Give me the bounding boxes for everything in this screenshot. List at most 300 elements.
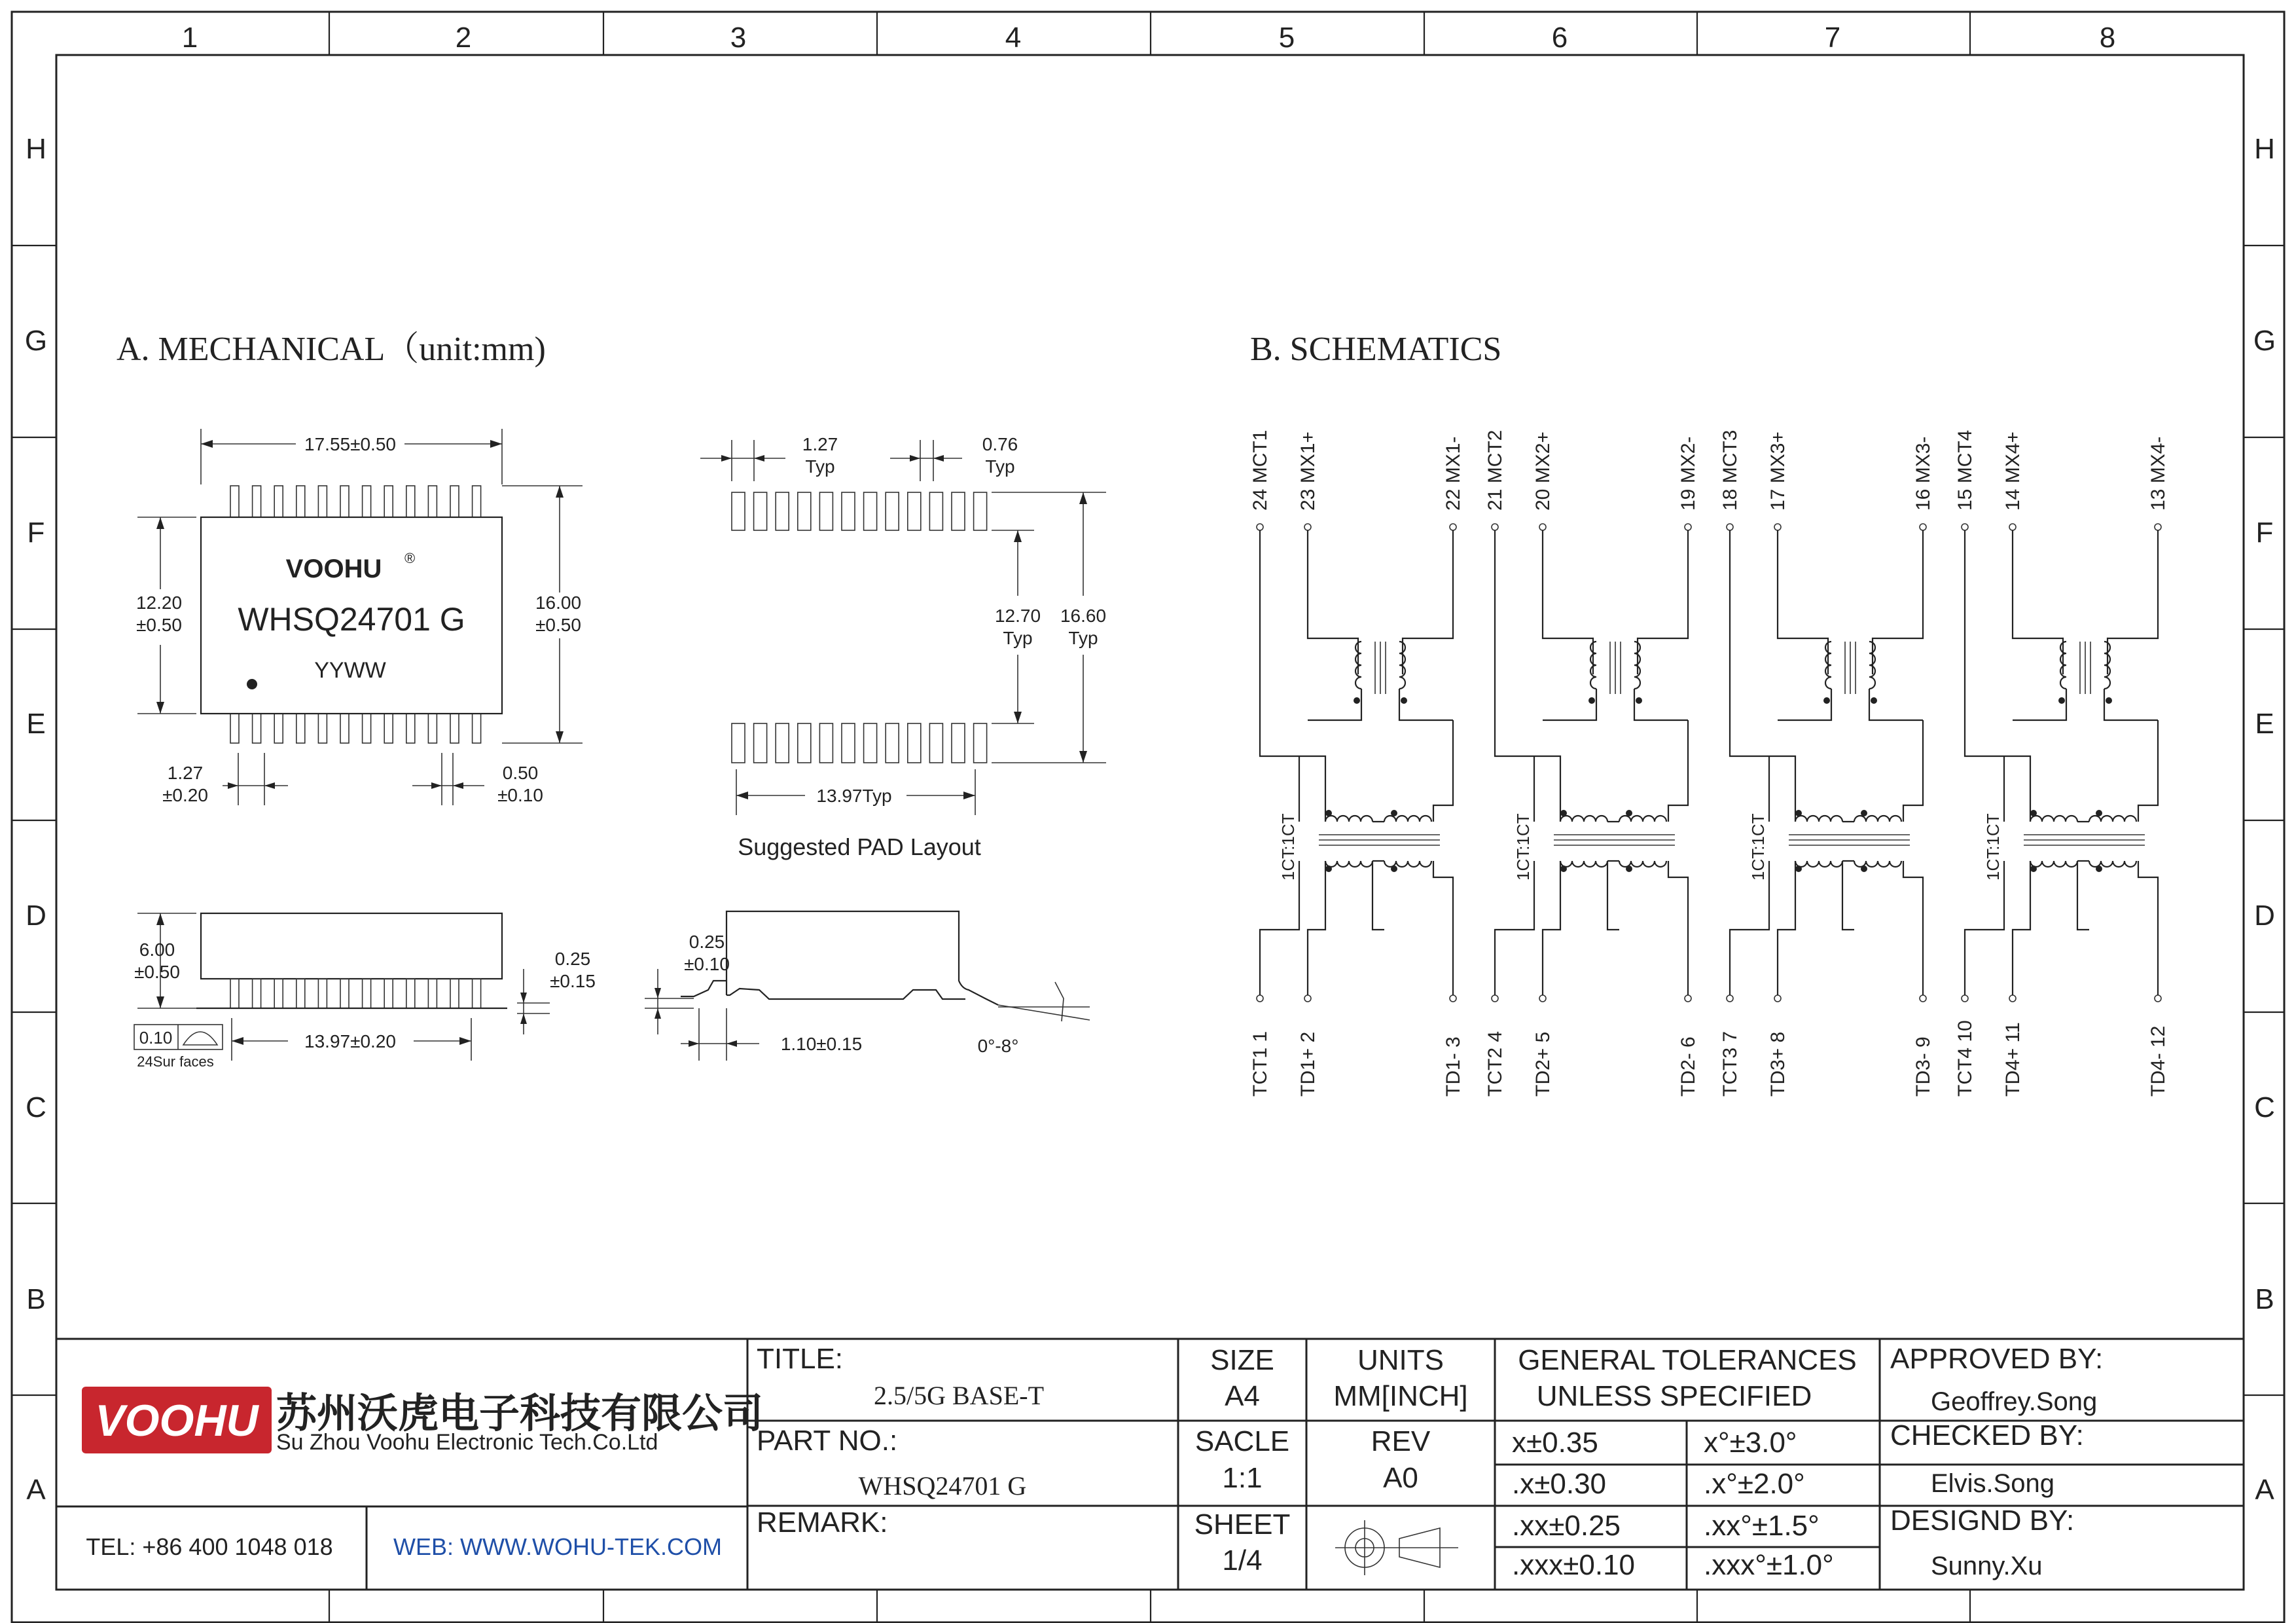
lead [406, 979, 415, 1008]
polarity-dot [1325, 866, 1332, 872]
pin-label-bot-n: TD4- 12 [2147, 1025, 2169, 1097]
pin-label-bot-p: TD2+ 5 [1532, 1031, 1554, 1097]
title-block [56, 1339, 2244, 1590]
pad [798, 723, 811, 763]
ratio-label: 1CT:1CT [1278, 813, 1298, 881]
units-label: UNITS [1357, 1344, 1444, 1376]
lead [428, 714, 437, 743]
pad [908, 723, 921, 763]
body-reg-mark: ® [404, 550, 416, 566]
tolerance-label-2: UNLESS SPECIFIED [1536, 1380, 1812, 1412]
dim-overall-b: ±0.50 [535, 615, 581, 635]
schematics-heading: B. SCHEMATICS [1250, 331, 1502, 368]
dim-height-b: ±0.50 [134, 962, 180, 982]
pin-label-bot-ct: TCT4 10 [1954, 1020, 1976, 1097]
lead [296, 714, 305, 743]
lead [253, 486, 261, 517]
zone-row-g-left: G [24, 325, 48, 357]
pad [974, 723, 987, 763]
units-value: MM[INCH] [1333, 1380, 1468, 1412]
lead [406, 486, 415, 517]
zone-row-b-left: B [26, 1283, 46, 1315]
pad [886, 492, 899, 530]
polarity-dot [1626, 810, 1632, 816]
pad [754, 723, 767, 763]
zone-col-8: 8 [2099, 22, 2116, 54]
title-label: TITLE: [757, 1343, 844, 1375]
mechanical-heading: A. MECHANICAL（unit:mm) [117, 331, 546, 368]
rev-value: A0 [1383, 1462, 1418, 1494]
pin-terminal [1450, 995, 1456, 1002]
choke-winding [1795, 816, 1842, 822]
choke-winding [1325, 861, 1372, 867]
wire [2138, 720, 2158, 822]
pin-terminal [1727, 995, 1733, 1002]
wire [2138, 861, 2158, 995]
choke-winding [1560, 861, 1607, 867]
pin1-dot [247, 679, 257, 689]
pad [842, 723, 855, 763]
designed-label: DESIGND BY: [1890, 1504, 2075, 1537]
lead [406, 714, 415, 743]
zone-row-b-right: B [2255, 1283, 2274, 1315]
polarity-dot [2030, 810, 2037, 816]
top-view-leads-lower [230, 714, 481, 743]
polarity-dot [2096, 866, 2102, 872]
pin-label-bot-p: TD1+ 2 [1297, 1031, 1319, 1097]
pin-terminal [1685, 524, 1691, 530]
zone-row-a-right: A [2255, 1474, 2274, 1506]
wire [1778, 861, 1795, 995]
dim-angle: 0°-8° [977, 1036, 1019, 1056]
lead-detail [645, 911, 1090, 1061]
pin-label-bot-n: TD2- 6 [1677, 1036, 1699, 1097]
lead [473, 714, 481, 743]
pads-upper-row [732, 492, 987, 530]
dim-body-height-a: 12.20 [135, 593, 183, 613]
wire [1873, 530, 1923, 674]
pin-terminal [1539, 995, 1546, 1002]
polarity-dot [1560, 866, 1567, 872]
pad [798, 492, 811, 530]
ratio-label: 1CT:1CT [1748, 813, 1768, 881]
wire [1903, 861, 1923, 995]
pin-terminal [2009, 995, 2016, 1002]
pin-terminal [1727, 524, 1733, 530]
polarity-dot [1861, 810, 1867, 816]
lead [230, 979, 239, 1008]
scale-value: 1:1 [1222, 1462, 1263, 1494]
zone-col-1: 1 [181, 22, 198, 54]
polarity-dot [1354, 697, 1360, 704]
lead [473, 486, 481, 517]
pin-label-top-n: 16 MX3- [1912, 436, 1934, 511]
tol-linear-0: x±0.35 [1512, 1427, 1598, 1459]
dim-standoff-a: 0.25 [554, 949, 591, 969]
polarity-dot [1636, 697, 1642, 704]
tol-angular-3: .xxx°±1.0° [1704, 1549, 1834, 1581]
tol-linear-3: .xxx±0.10 [1512, 1549, 1636, 1581]
top-view [136, 429, 583, 805]
zone-row-d-right: D [2254, 900, 2275, 932]
pin-terminal [1492, 995, 1498, 1002]
body-part-marking: WHSQ24701 G [238, 601, 465, 638]
pad-inner-a: 12.70 [994, 606, 1041, 626]
zone-row-e-left: E [26, 708, 46, 740]
dim-lead-thickness-b: ±0.10 [684, 954, 730, 974]
polarity-dot [1401, 697, 1407, 704]
wire [1260, 530, 1308, 756]
lead [230, 714, 239, 743]
pin-terminal [1774, 524, 1781, 530]
pad [819, 492, 833, 530]
ratio-label: 1CT:1CT [1983, 813, 2003, 881]
schematic-channel-4 [1954, 430, 2169, 1097]
tol-linear-1: .x±0.30 [1512, 1468, 1607, 1500]
wire [1634, 689, 1688, 720]
dim-standoff-b: ±0.15 [550, 971, 596, 991]
pin-label-top-p: 14 MX4+ [2002, 431, 2024, 511]
pin-terminal [1257, 995, 1263, 1002]
wire [1965, 530, 2013, 756]
schematic-channel-1 [1249, 430, 1464, 1097]
dim-lead-b: ±0.10 [497, 785, 543, 805]
company-web: WEB: WWW.WOHU-TEK.COM [393, 1533, 722, 1560]
wire [1638, 530, 1688, 674]
pin-terminal [2155, 995, 2161, 1002]
pad [732, 492, 745, 530]
lead [253, 979, 261, 1008]
polarity-dot [1795, 810, 1802, 816]
pad [819, 723, 833, 763]
wire [1730, 530, 1778, 756]
pin-label-top-ct: 21 MCT2 [1484, 429, 1506, 511]
lead [296, 979, 305, 1008]
polarity-dot [2096, 810, 2102, 816]
wire [2013, 756, 2030, 822]
dim-pitch-a: 1.27 [167, 763, 204, 783]
choke-winding [1854, 816, 1901, 822]
sheet-value: 1/4 [1222, 1544, 1263, 1577]
polarity-dot [1871, 697, 1877, 704]
dim-row-span: 13.97±0.20 [304, 1031, 396, 1051]
dim-body-width: 17.55±0.50 [304, 434, 396, 454]
pad-width-a: 0.76 [982, 434, 1018, 454]
pin-terminal [1304, 995, 1311, 1002]
pin-label-bot-p: TD4+ 11 [2002, 1022, 2024, 1097]
choke-winding [1795, 861, 1842, 867]
pin-terminal [1920, 524, 1926, 530]
lead [363, 486, 371, 517]
tol-angular-2: .xx°±1.5° [1704, 1510, 1820, 1542]
zone-col-2: 2 [455, 22, 472, 54]
pin-label-bot-ct: TCT1 1 [1249, 1030, 1271, 1097]
wire [1778, 530, 1828, 674]
lead [340, 486, 349, 517]
zone-col-7: 7 [1824, 22, 1841, 54]
wire [1778, 756, 1795, 822]
pin-terminal [1257, 524, 1263, 530]
designed-by: Sunny.Xu [1931, 1552, 2043, 1580]
lead [363, 714, 371, 743]
pin-label-bot-ct: TCT3 7 [1719, 1030, 1741, 1097]
pad [732, 723, 745, 763]
title-value: 2.5/5G BASE-T [874, 1381, 1044, 1410]
pad [929, 723, 942, 763]
pad [776, 492, 789, 530]
zone-row-g-right: G [2253, 325, 2276, 357]
wire [2013, 689, 2066, 720]
wire [1778, 689, 1831, 720]
pad-outer-b: Typ [1068, 628, 1098, 648]
pad-span: 13.97Typ [816, 786, 892, 806]
lead [253, 714, 261, 743]
lead [230, 486, 239, 517]
approved-by: Geoffrey.Song [1931, 1387, 2098, 1416]
ratio-label: 1CT:1CT [1513, 813, 1533, 881]
lead [450, 714, 459, 743]
polarity-dot [2106, 697, 2112, 704]
pin-label-top-p: 20 MX2+ [1532, 431, 1554, 511]
choke-winding [1325, 816, 1372, 822]
polarity-dot [1626, 866, 1632, 872]
third-angle-projection-icon [1335, 1520, 1458, 1575]
wire [1668, 720, 1688, 822]
choke-winding [1619, 816, 1666, 822]
wire [1543, 689, 1596, 720]
outer-border [12, 12, 2284, 1622]
pad-outer-a: 16.60 [1060, 606, 1107, 626]
wire [1308, 756, 1325, 822]
lead [428, 486, 437, 517]
remark-label: REMARK: [757, 1506, 888, 1539]
polarity-dot [1391, 810, 1397, 816]
pad-layout [700, 434, 1106, 860]
zone-row-h-right: H [2254, 133, 2275, 165]
pin-label-top-ct: 15 MCT4 [1954, 429, 1976, 511]
wire [1668, 861, 1688, 995]
dim-foot-length: 1.10±0.15 [780, 1034, 863, 1054]
lead [384, 979, 393, 1008]
dim-height-a: 6.00 [139, 939, 175, 960]
choke-winding [2089, 816, 2136, 822]
pin-terminal [1492, 524, 1498, 530]
pad [952, 492, 965, 530]
pin-terminal [1539, 524, 1546, 530]
pin-terminal [1685, 995, 1691, 1002]
size-label: SIZE [1210, 1344, 1274, 1376]
company-name-en: Su Zhou Voohu Electronic Tech.Co.Ltd [276, 1430, 658, 1455]
lead [363, 979, 371, 1008]
flatness-note: 24Sur faces [137, 1053, 214, 1070]
pin-label-bot-ct: TCT2 4 [1484, 1030, 1506, 1097]
lead [450, 486, 459, 517]
wire [1308, 689, 1361, 720]
pin-label-bot-p: TD3+ 8 [1767, 1031, 1789, 1097]
choke-winding [2089, 861, 2136, 867]
schematic-channel-2 [1484, 430, 1699, 1097]
approved-label: APPROVED BY: [1890, 1343, 2104, 1375]
pin-label-bot-n: TD1- 3 [1443, 1036, 1464, 1097]
pad [776, 723, 789, 763]
wire [2108, 530, 2158, 674]
zone-col-4: 4 [1005, 22, 1022, 54]
zone-row-f-right: F [2255, 517, 2274, 549]
zone-ticks [12, 12, 2284, 1622]
pin-terminal [1304, 524, 1311, 530]
side-view-body [201, 913, 502, 979]
zone-row-c-left: C [26, 1091, 46, 1123]
polarity-dot [1560, 810, 1567, 816]
lead [274, 979, 283, 1008]
wire [2013, 861, 2030, 995]
dim-lead-a: 0.50 [502, 763, 539, 783]
lead [274, 714, 283, 743]
pad [886, 723, 899, 763]
lead [340, 979, 349, 1008]
lead [384, 486, 393, 517]
zone-row-d-left: D [26, 900, 46, 932]
pin-label-top-n: 22 MX1- [1443, 436, 1464, 511]
polarity-dot [1588, 697, 1595, 704]
pads-lower-row [732, 723, 987, 763]
schematic-channel-3 [1719, 430, 1934, 1097]
lead [450, 979, 459, 1008]
pad [952, 723, 965, 763]
lead [318, 979, 327, 1008]
rev-label: REV [1371, 1425, 1431, 1457]
wire [1433, 861, 1453, 995]
lead [473, 979, 481, 1008]
wire [2013, 530, 2063, 674]
pad [908, 492, 921, 530]
pad [864, 492, 877, 530]
wire [1903, 720, 1923, 822]
part-label: PART NO.: [757, 1425, 898, 1457]
pin-terminal [1450, 524, 1456, 530]
choke-winding [1854, 861, 1901, 867]
pad [929, 492, 942, 530]
dim-overall-a: 16.00 [535, 593, 582, 613]
polarity-dot [1795, 866, 1802, 872]
wire [1543, 530, 1593, 674]
dim-pitch-b: ±0.20 [162, 785, 208, 805]
pin-terminal [2009, 524, 2016, 530]
lead [274, 486, 283, 517]
pin-terminal [1962, 995, 1968, 1002]
pin-terminal [1920, 995, 1926, 1002]
flatness-value: 0.10 [139, 1028, 173, 1048]
polarity-dot [1861, 866, 1867, 872]
wire [1543, 861, 1560, 995]
dim-body-height-b: ±0.50 [136, 615, 182, 635]
company-tel: TEL: +86 400 1048 018 [86, 1533, 333, 1560]
pin-terminal [1774, 995, 1781, 1002]
scale-label: SACLE [1194, 1425, 1290, 1457]
dim-lead-thickness-a: 0.25 [689, 932, 725, 952]
pin-label-top-p: 23 MX1+ [1297, 431, 1319, 511]
company-name-cn: 苏州沃虎电子科技有限公司 [276, 1391, 764, 1436]
zone-row-f-left: F [27, 517, 45, 549]
schematic-channels [1249, 430, 2169, 1097]
company-logo-text: VOOHU [95, 1396, 259, 1446]
zone-columns-top [182, 22, 2115, 54]
pin-label-top-n: 13 MX4- [2147, 436, 2169, 511]
wire [1869, 689, 1923, 720]
side-view [134, 913, 596, 1070]
size-value: A4 [1225, 1380, 1260, 1412]
tol-linear-2: .xx±0.25 [1512, 1510, 1621, 1542]
polarity-dot [1325, 810, 1332, 816]
pin-terminal [2155, 524, 2161, 530]
pin-label-top-p: 17 MX3+ [1767, 431, 1789, 511]
lead [340, 714, 349, 743]
wire [2104, 689, 2158, 720]
part-value: WHSQ24701 G [858, 1471, 1027, 1501]
pin-label-bot-n: TD3- 9 [1912, 1036, 1934, 1097]
lead [318, 714, 327, 743]
top-view-leads-upper [230, 486, 481, 517]
side-view-leads [230, 979, 481, 1008]
pin-terminal [1962, 524, 1968, 530]
pad [974, 492, 987, 530]
wire [1308, 530, 1358, 674]
wire [1495, 530, 1543, 756]
choke-winding [1384, 816, 1431, 822]
lead [428, 979, 437, 1008]
pin-label-top-n: 19 MX2- [1677, 436, 1699, 511]
tol-angular-1: .x°±2.0° [1704, 1468, 1805, 1500]
body-brand: VOOHU [285, 555, 382, 583]
wire [1433, 720, 1453, 822]
zone-col-3: 3 [730, 22, 747, 54]
polarity-dot [1391, 866, 1397, 872]
lead [384, 714, 393, 743]
zone-col-5: 5 [1278, 22, 1295, 54]
choke-winding [1384, 861, 1431, 867]
pin-label-top-ct: 18 MCT3 [1719, 429, 1741, 511]
pin-label-top-ct: 24 MCT1 [1249, 429, 1271, 511]
choke-winding [2030, 861, 2077, 867]
polarity-dot [2030, 866, 2037, 872]
zone-row-c-right: C [2254, 1091, 2275, 1123]
wire [1308, 861, 1325, 995]
pad-pitch-b: Typ [805, 456, 835, 477]
pad-inner-b: Typ [1003, 628, 1033, 648]
pad-caption: Suggested PAD Layout [738, 833, 981, 860]
tol-angular-0: x°±3.0° [1704, 1427, 1797, 1459]
wire [1543, 756, 1560, 822]
polarity-dot [2058, 697, 2065, 704]
zone-col-6: 6 [1551, 22, 1568, 54]
pad [864, 723, 877, 763]
zone-row-e-right: E [2255, 708, 2274, 740]
zone-row-h-left: H [26, 133, 46, 165]
pad-width-b: Typ [985, 456, 1015, 477]
wire [1399, 689, 1453, 720]
choke-winding [1560, 816, 1607, 822]
pad-pitch-a: 1.27 [802, 434, 838, 454]
tolerance-label-1: GENERAL TOLERANCES [1518, 1344, 1857, 1376]
checked-label: CHECKED BY: [1890, 1419, 2084, 1451]
choke-winding [1619, 861, 1666, 867]
sheet-label: SHEET [1194, 1508, 1291, 1541]
pad [754, 492, 767, 530]
checked-by: Elvis.Song [1931, 1469, 2054, 1498]
zone-row-a-left: A [26, 1474, 46, 1506]
body-date-code: YYWW [314, 658, 386, 683]
lead [296, 486, 305, 517]
